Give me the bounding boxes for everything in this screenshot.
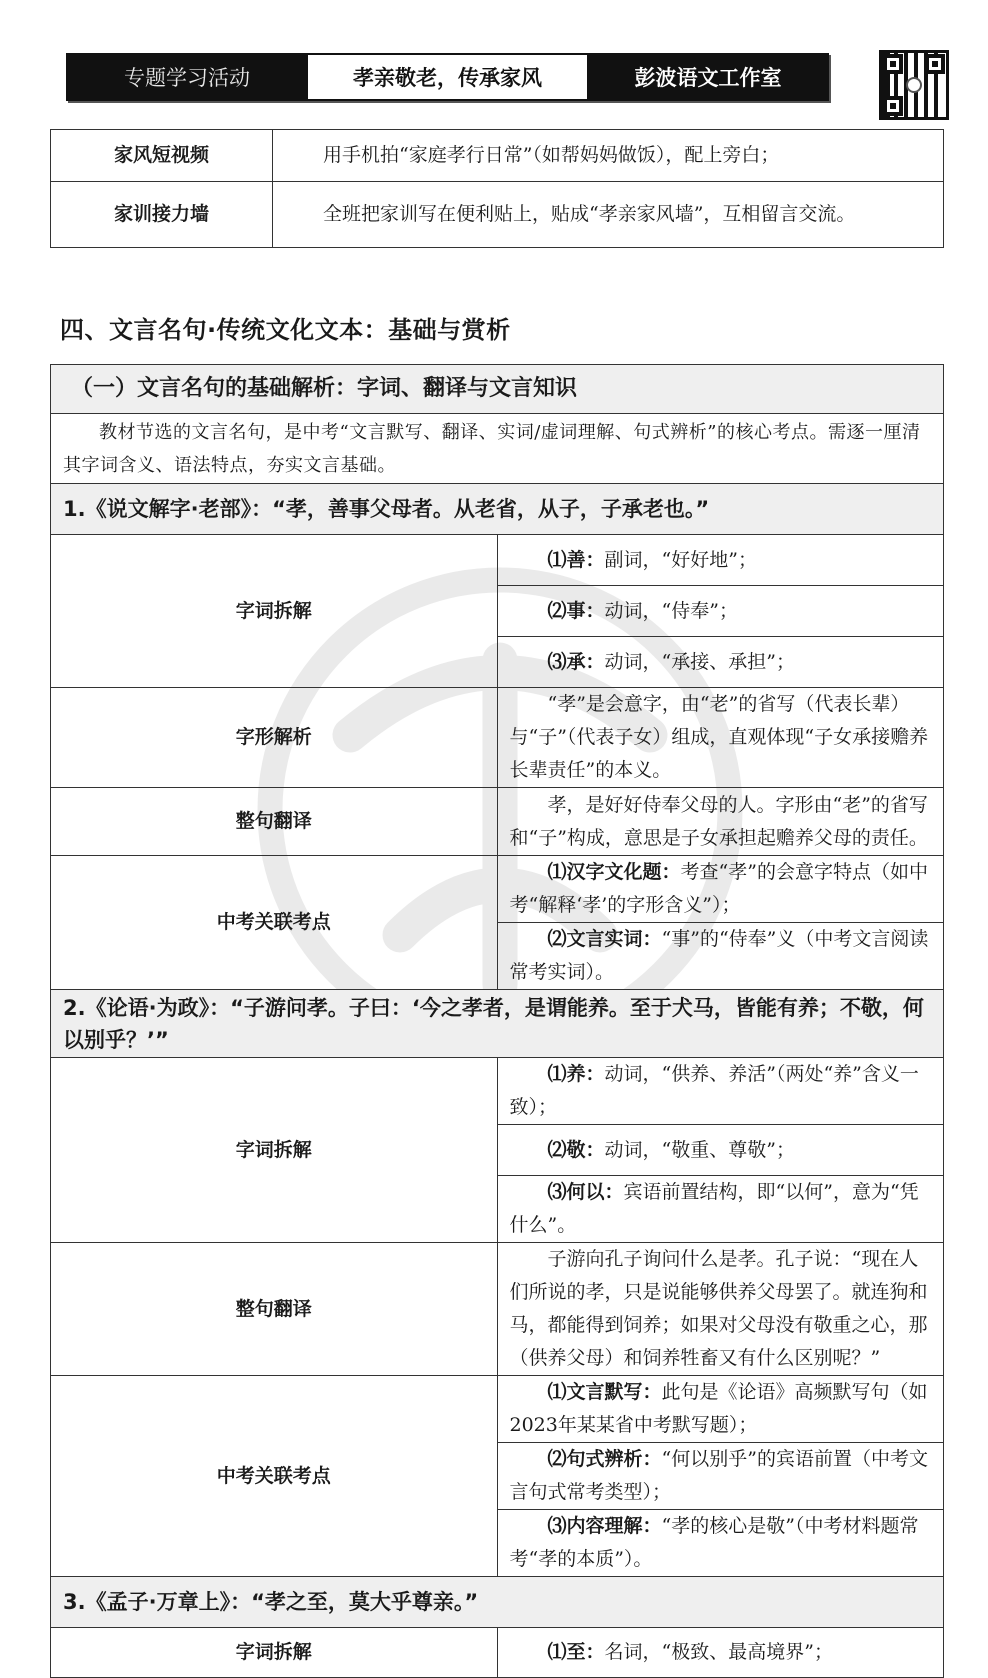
word-item: ⑵敬：动词，“敬重、尊敬”；: [497, 1125, 944, 1176]
table-row: [51, 856, 944, 923]
form-analysis-text: “孝”是会意字，由“老”的省写（代表长辈）与“子”（代表子女）组成，直观体现“子女承接赡养长辈责任”的本义。: [497, 688, 944, 788]
word-item: ⑴至：名词，“极致、最高境界”；: [497, 1628, 944, 1678]
word-item: ⑴善：副词，“好好地”；: [497, 535, 944, 586]
translation-label: 整句翻译: [51, 788, 498, 856]
subsection-title: （一）文言名句的基础解析：字词、翻译与文言知识: [51, 365, 944, 414]
table-row: [51, 1628, 944, 1678]
table-row: [51, 414, 944, 484]
table-row: [51, 535, 944, 586]
word-item: ⑴养：动词，“供养、养活”（两处“养”含义一致）；: [497, 1058, 944, 1125]
word-analysis-label: 字词拆解: [51, 1058, 498, 1243]
activity-table: [50, 129, 944, 248]
banner-left: 专题学习活动: [68, 55, 306, 99]
table-row: [51, 1577, 944, 1628]
quote-title: 2.《论语·为政》：“子游问孝。子曰：‘今之孝者，是谓能养。至于犬马，皆能有养；不敬，何以别乎？’”: [51, 990, 944, 1058]
exam-item: ⑶内容理解：“孝的核心是敬”（中考材料题常考“孝的本质”）。: [497, 1510, 944, 1577]
activity-label: 家风短视频: [51, 130, 273, 182]
word-analysis-label: 字词拆解: [51, 1628, 498, 1678]
activity-text: 全班把家训写在便利贴上，贴成“孝亲家风墙”，互相留言交流。: [273, 182, 944, 248]
exam-item: ⑴汉字文化题：考查“孝”的会意字特点（如中考“解释‘孝’的字形含义”）；: [497, 856, 944, 923]
activity-label: 家训接力墙: [51, 182, 273, 248]
word-analysis-label: 字词拆解: [51, 535, 498, 688]
table-row: [51, 182, 944, 248]
table-row: [51, 1243, 944, 1376]
word-item: ⑵事：动词，“侍奉”；: [497, 586, 944, 637]
header-banner: [66, 53, 829, 101]
quote-title: 1.《说文解字·老部》：“孝，善事父母者。从老省，从子，子承老也。”: [51, 484, 944, 535]
table-row: [51, 130, 944, 182]
exam-item: ⑵文言实词：“事”的“侍奉”义（中考文言阅读常考实词）。: [497, 923, 944, 990]
table-row: [51, 1376, 944, 1443]
activity-text: 用手机拍“家庭孝行日常”（如帮妈妈做饭），配上旁白；: [273, 130, 944, 182]
word-item: ⑶何以：宾语前置结构，即“以何”，意为“凭什么”。: [497, 1176, 944, 1243]
quote-title: 3.《孟子·万章上》：“孝之至，莫大乎尊亲。”: [51, 1577, 944, 1628]
table-row: [51, 688, 944, 788]
table-row: [51, 1058, 944, 1125]
word-item: ⑶承：动词，“承接、承担”；: [497, 637, 944, 688]
banner-studio: 彭波语文工作室: [589, 55, 827, 99]
table-row: [51, 484, 944, 535]
section-heading: 四、文言名句·传统文化文本：基础与赏析: [60, 316, 511, 344]
translation-text: 孝，是好好侍奉父母的人。字形由“老”的省写和“子”构成，意思是子女承担起赡养父母的责任。: [497, 788, 944, 856]
table-row: [51, 788, 944, 856]
exam-points-label: 中考关联考点: [51, 1376, 498, 1577]
banner-title: 孝亲敬老，传承家风: [306, 55, 589, 99]
qr-code-icon: [879, 50, 949, 120]
translation-text: 子游向孔子询问什么是孝。孔子说：“现在人们所说的孝，只是说能够供养父母罢了。就连狗和马，都能得到饲养；如果对父母没有敬重之心，那（供养父母）和饲养牲畜又有什么区别呢？”: [497, 1243, 944, 1376]
form-analysis-label: 字形解析: [51, 688, 498, 788]
translation-label: 整句翻译: [51, 1243, 498, 1376]
table-row: [51, 365, 944, 414]
exam-points-label: 中考关联考点: [51, 856, 498, 990]
exam-item: ⑴文言默写：此句是《论语》高频默写句（如2023年某某省中考默写题）；: [497, 1376, 944, 1443]
exam-item: ⑵句式辨析：“何以别乎”的宾语前置（中考文言句式常考类型）；: [497, 1443, 944, 1510]
subsection-intro: 教材节选的文言名句，是中考“文言默写、翻译、实词/虚词理解、句式辨析”的核心考点。需逐一厘清其字词含义、语法特点，夯实文言基础。: [51, 414, 944, 484]
table-row: [51, 990, 944, 1058]
classical-quotes-table: [50, 364, 944, 1678]
